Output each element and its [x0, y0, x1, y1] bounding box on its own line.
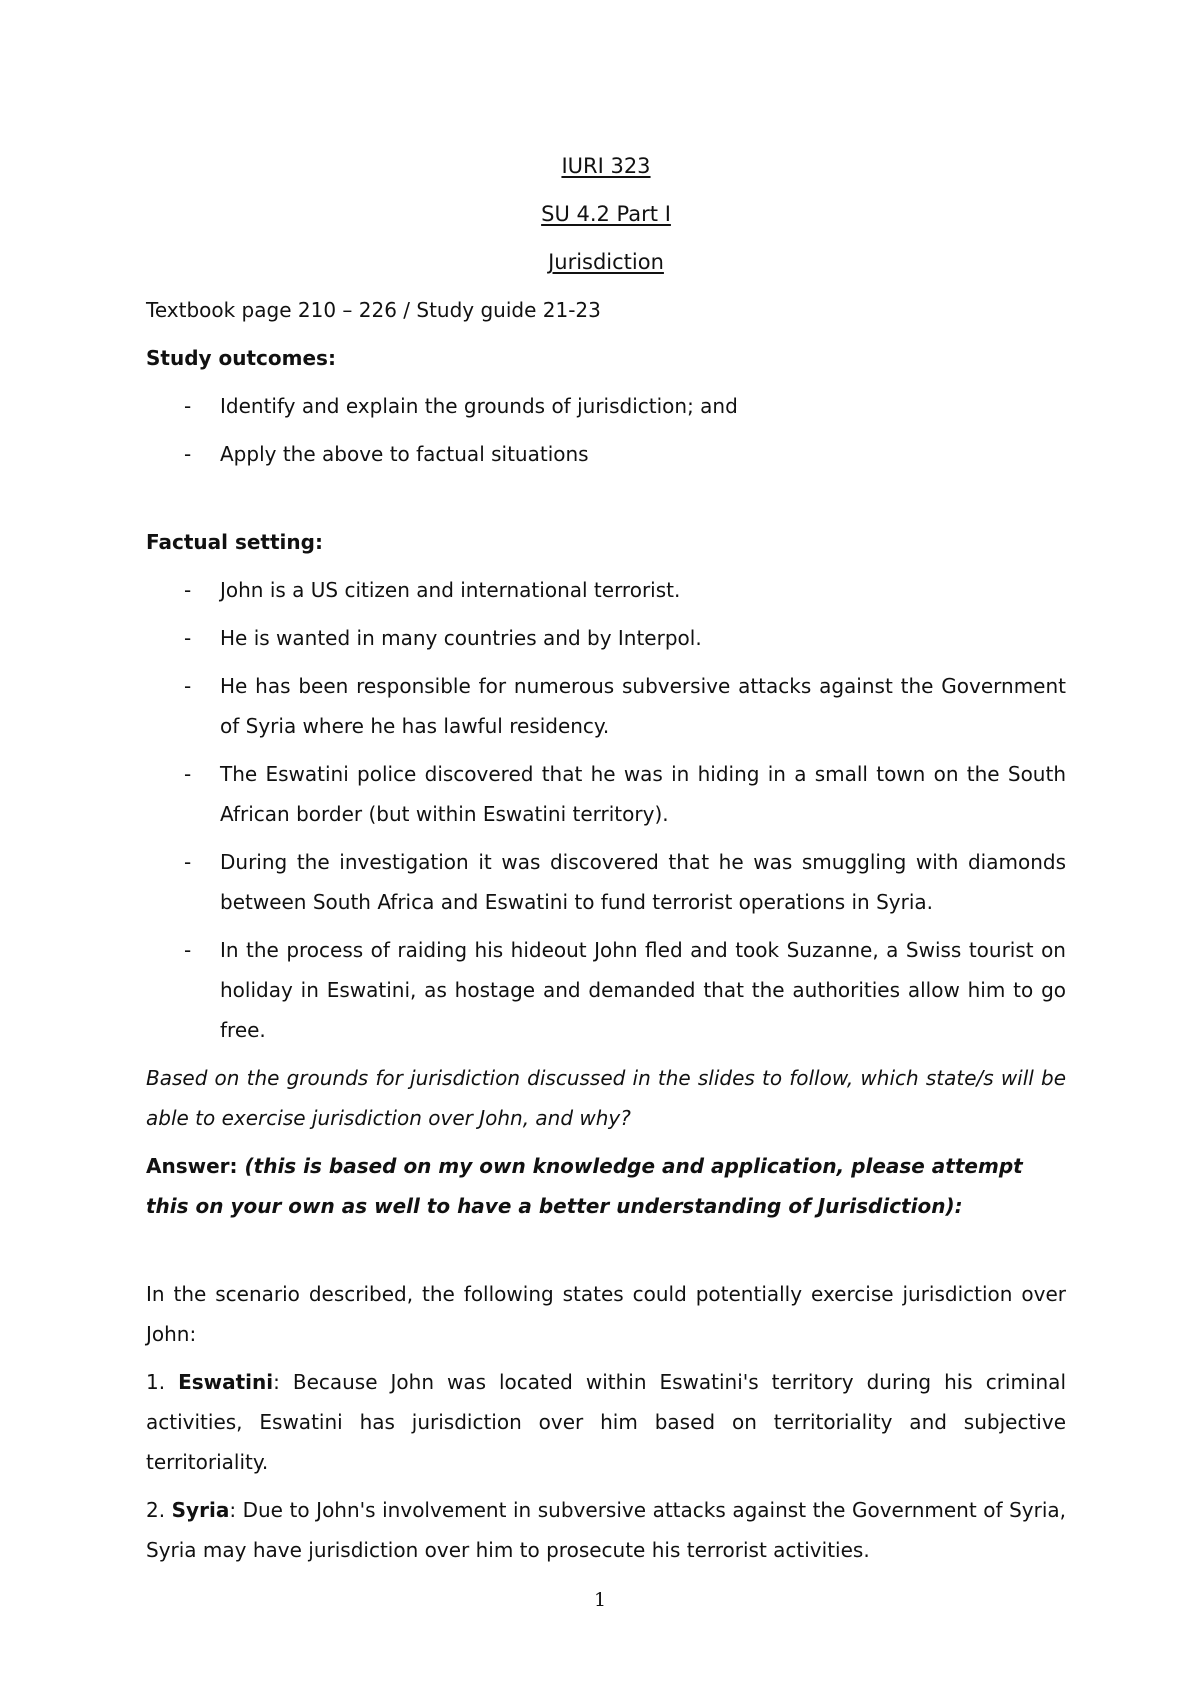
factual-setting-list [146, 570, 1066, 1050]
state-item-eswatini [146, 1362, 1066, 1482]
dash-bullet: - [184, 394, 192, 418]
list-item: - The Eswatini police discovered that he was in hiding in a small town on the South African border (but within Eswatini territory). [146, 754, 1066, 834]
state-number: 2. [146, 1498, 166, 1522]
answer-note: (this is based on my own knowledge and application, please attempt this on your own as well to have a better understanding of Jurisdiction): [146, 1154, 1023, 1218]
question-text: Based on the grounds for jurisdiction discussed in the slides to follow, which state/s will be able to exercise jurisdiction over John, and why? [146, 1066, 1066, 1130]
dash-bullet: - [184, 938, 192, 962]
list-item: - During the investigation it was discovered that he was smuggling with diamonds between South Africa and Eswatini to fund terrorist operations in Syria. [146, 842, 1066, 922]
study-outcomes-list [146, 386, 1066, 474]
dash-bullet: - [184, 850, 192, 874]
dash-bullet: - [184, 442, 192, 466]
list-item: - John is a US citizen and international terrorist. [146, 570, 1066, 610]
answer-intro: In the scenario described, the following states could potentially exercise jurisdiction over John: [146, 1282, 1066, 1346]
dash-bullet: - [184, 626, 192, 650]
reference-line: Textbook page 210 – 226 / Study guide 21-23 [146, 298, 601, 322]
course-code: IURI 323 [561, 154, 651, 178]
dash-bullet: - [184, 674, 192, 698]
state-text: : Because John was located within Eswatini's territory during his criminal activities, Eswatini has jurisdiction over him based on territoriality and subjective territoriality. [146, 1370, 1066, 1474]
state-item-syria [146, 1490, 1066, 1570]
state-name: Eswatini [178, 1370, 274, 1394]
title-block [146, 0, 1066, 286]
factual-setting-heading: Factual setting: [146, 530, 323, 554]
answer-heading [146, 1146, 1066, 1226]
list-item: - Identify and explain the grounds of jurisdiction; and [146, 386, 1066, 426]
list-item: - He is wanted in many countries and by Interpol. [146, 618, 1066, 658]
study-outcomes-heading: Study outcomes: [146, 346, 336, 370]
page-number: 1 [593, 1589, 607, 1611]
answer-label: Answer: [146, 1154, 238, 1178]
state-text: : Due to John's involvement in subversive attacks against the Government of Syria, Syria may have jurisdiction over him to prosecute his terrorist activities. [146, 1498, 1066, 1562]
state-number: 1. [146, 1370, 166, 1394]
study-unit: SU 4.2 Part I [541, 202, 671, 226]
dash-bullet: - [184, 762, 192, 786]
topic-title: Jurisdiction [548, 250, 664, 274]
state-name: Syria [171, 1498, 230, 1522]
list-item: - Apply the above to factual situations [146, 434, 1066, 474]
list-item: - He has been responsible for numerous subversive attacks against the Government of Syria where he has lawful residency. [146, 666, 1066, 746]
dash-bullet: - [184, 578, 192, 602]
list-item: - In the process of raiding his hideout John fled and took Suzanne, a Swiss tourist on holiday in Eswatini, as hostage and demanded that the authorities allow him to go free. [146, 930, 1066, 1050]
